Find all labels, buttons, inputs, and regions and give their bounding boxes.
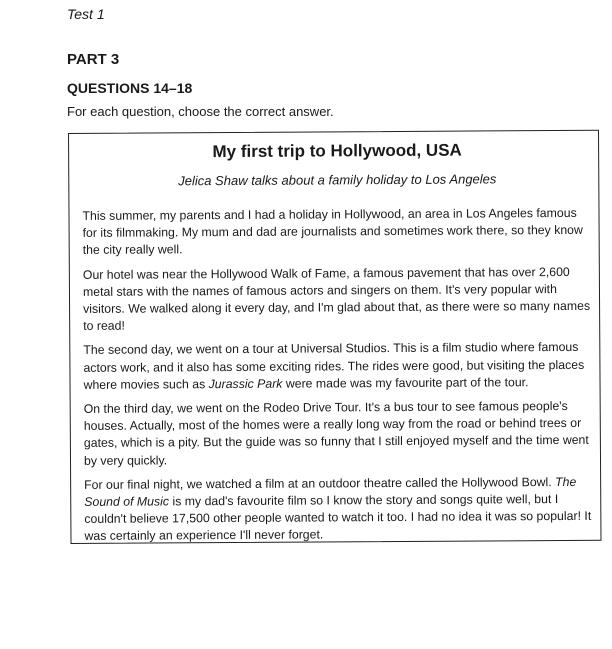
paragraph-3-text-a: The second day, we went on a tour at Universal Studios. This is a film studio where famous actors work, and it also has some exciting rides. The rides were good, but visiting the places where movies such as [83, 340, 585, 392]
article-box [68, 130, 602, 544]
part-title: PART 3 [67, 51, 120, 68]
questions-title: QUESTIONS 14–18 [67, 80, 193, 96]
test-label: Test 1 [67, 6, 105, 22]
article-subtitle: Jelica Shaw talks about a family holiday to Los Angeles [178, 171, 497, 189]
article-paragraph-1: This summer, my parents and I had a holiday in Hollywood, an area in Los Angeles famous for its filmmaking. My mum and dad are journalists and sometimes work there, so they know the city really well. [82, 205, 583, 258]
article-paragraph-4: On the third day, we went on the Rodeo Drive Tour. It's a bus tour to see famous people's houses. Actually, most of the homes were a really long way from the road or behind trees or gates, which is a pity. But the guide was so funny that I still enjoyed myself and the time went by very quickly. [83, 398, 589, 468]
paragraph-3-text-b: were made was my favourite part of the tour. [282, 375, 529, 391]
film-title-jurassic-park: Jurassic Park [208, 376, 283, 391]
instruction-text: For each question, choose the correct answer. [67, 104, 334, 119]
paragraph-5-text-b: is my dad's favourite film so I know the story and songs quite well, but I couldn't believe 17,500 other people wanted to watch it too. I had no idea it was so popular! It was certainly an experience I'll never forget. [84, 492, 592, 544]
article-paragraph-5 [84, 474, 594, 546]
paragraph-5-text-a: For our final night, we watched a film at an outdoor theatre called the Hollywood Bowl. [84, 474, 556, 492]
article-title: My first trip to Hollywood, USA [212, 140, 462, 162]
article-paragraph-3 [83, 339, 593, 394]
article-paragraph-2: Our hotel was near the Hollywood Walk of Fame, a famous pavement that has over 2,600 metal stars with the names of famous actors and singers on them. It's very popular with visitors. We walked along it every day, and I'm glad about that, as there were so many names to read! [82, 264, 591, 334]
film-title-sound-of-music: The Sound of Music [84, 474, 577, 509]
